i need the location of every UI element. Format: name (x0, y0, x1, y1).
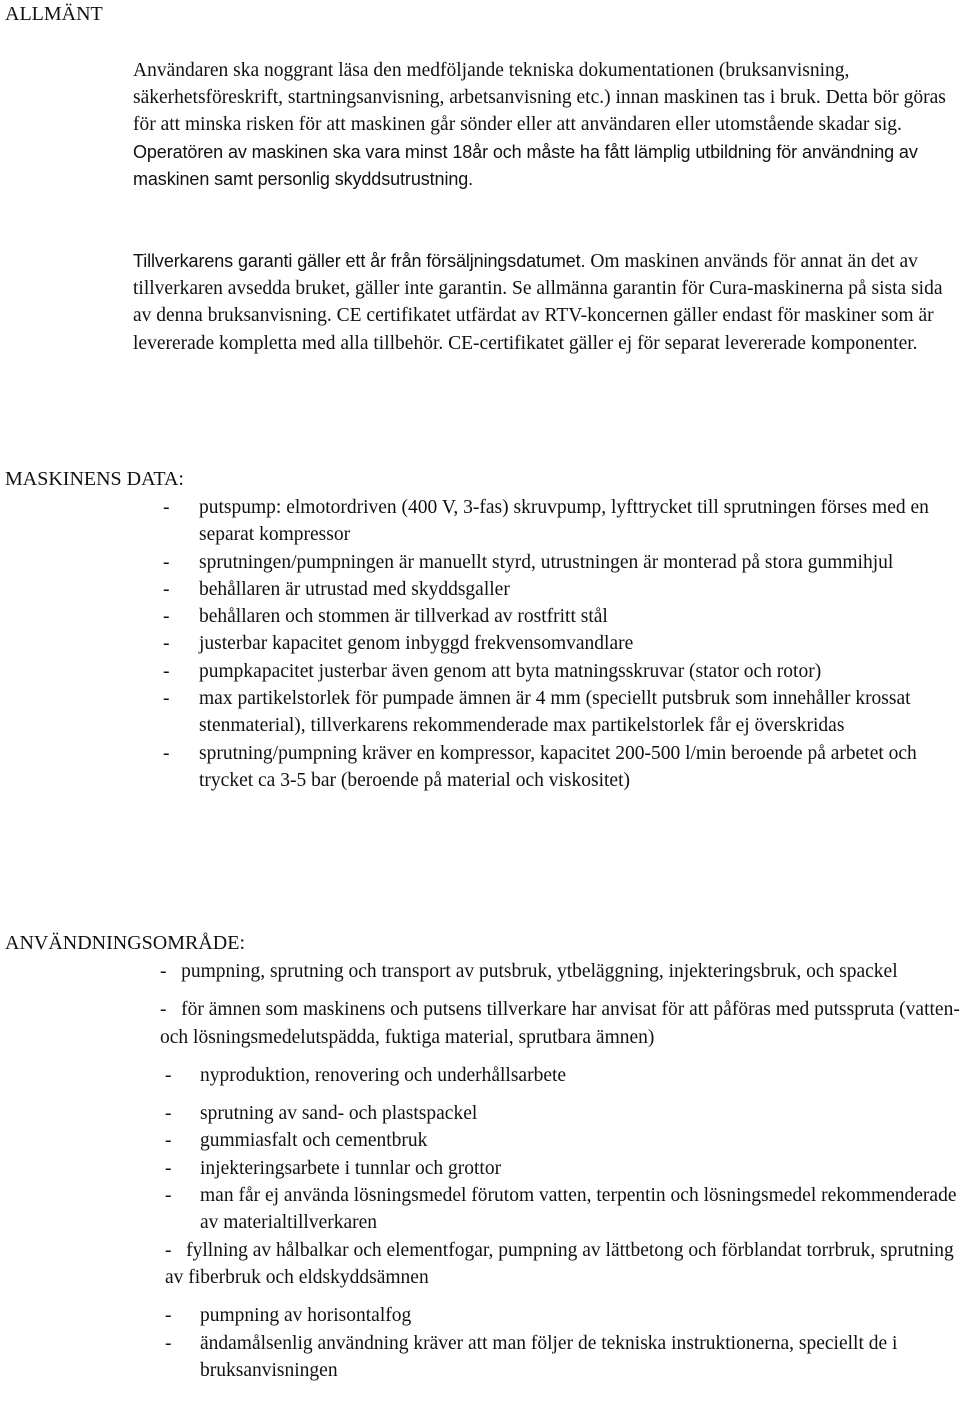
list-item (160, 1100, 960, 1127)
operator-requirements-text: Operatören av maskinen ska vara minst 18år och måste ha fått lämplig utbildning för användning av maskinen samt personlig skyddsutrustning. (133, 141, 918, 189)
list-item-text: pumpning, sprutning och transport av putsbruk, ytbeläggning, injekteringsbruk, och spackel (181, 961, 898, 982)
bullet-dash: - (165, 1064, 172, 1086)
list-item-text: putspump: elmotordriven (400 V, 3-fas) skruvpump, lyfttrycket till sprutningen förses med en separat kompressor (199, 497, 929, 546)
ce-certificate-text: CE certifikatet utfärdat av RTV-koncernen gäller endast för maskiner som är levererade kompletta med alla tillbehör. CE-certifikatet gäller ej för separat levererade komponenter. (133, 305, 934, 354)
list-item (160, 996, 960, 1051)
bullet-dash: - (165, 1130, 172, 1152)
list-item (163, 549, 958, 576)
list-item (163, 576, 958, 603)
bullet-dash: - (165, 1103, 172, 1125)
list-item-text: behållaren är utrustad med skyddsgaller (199, 578, 510, 600)
list-item (163, 658, 958, 685)
list-item-text: nyproduktion, renovering och underhållsarbete (200, 1064, 567, 1086)
list-item-text: behållaren och stommen är tillverkad av rostfritt stål (199, 606, 608, 628)
warranty-conditions-text: Om maskinen används för annat än det av tillverkaren avsedda bruket, gäller inte garantin. Se allmänna garantin för Cura-maskinerna på sista sida av denna bruksanvisning. (133, 251, 943, 327)
list-item (160, 1330, 960, 1385)
list-item-text: max partikelstorlek för pumpade ämnen är 4 mm (speciellt putsbruk som innehåller krossat stenmaterial), tillverkarens rekommenderade max partikelstorlek får ej överskridas (199, 688, 911, 737)
bullet-dash: - (163, 660, 170, 682)
bullet-dash: - (165, 1305, 172, 1327)
list-item (163, 494, 958, 549)
list-item-text: sprutning/pumpning kräver en kompressor, kapacitet 200-500 l/min beroende på arbetet och trycket ca 3-5 bar (beroende på material och viskositet) (199, 742, 917, 791)
list-item (160, 1127, 960, 1154)
paragraph-general-info (133, 57, 958, 193)
bullet-dash: - (163, 742, 170, 764)
list-item (163, 740, 958, 795)
bullet-dash: - (163, 551, 170, 573)
bullet-dash: - (163, 578, 170, 600)
heading-allmant: ALLMÄNT (5, 3, 103, 25)
machine-data-list (163, 494, 958, 794)
list-item (163, 603, 958, 630)
list-item (163, 630, 958, 657)
bullet-dash: - (160, 961, 167, 982)
bullet-dash: - (165, 1239, 172, 1261)
warranty-period-text: Tillverkarens garanti gäller ett år från försäljningsdatumet. (133, 251, 586, 271)
list-item-text: pumpkapacitet justerbar även genom att byta matningsskruvar (stator och rotor) (199, 660, 822, 682)
heading-maskinens-data: MASKINENS DATA: (5, 468, 184, 490)
bullet-dash: - (165, 1185, 172, 1207)
general-info-text: Användaren ska noggrant läsa den medföljande tekniska dokumentationen (bruksanvisning, säkerhetsföreskrift, startningsanvisning, arbetsanvisning etc.) innan maskinen tas i bruk. Detta bör göras för att minska risken för att maskinen går sönder eller att användaren eller utomstående skadar sig. (133, 60, 946, 136)
list-item-text: sprutningen/pumpningen är manuellt styrd, utrustningen är monterad på stora gummihjul (199, 551, 894, 573)
list-item (160, 1237, 960, 1292)
paragraph-warranty (133, 248, 958, 357)
list-item-text: injekteringsarbete i tunnlar och grottor (200, 1157, 502, 1179)
list-item-text: justerbar kapacitet genom inbyggd frekvensomvandlare (199, 633, 634, 655)
list-item (160, 958, 960, 985)
list-item-text: ändamålsenlig användning kräver att man följer de tekniska instruktionerna, speciellt de i bruksanvisningen (200, 1332, 898, 1381)
list-item (160, 1182, 960, 1237)
usage-area-list (160, 958, 960, 1384)
list-item-text: gummiasfalt och cementbruk (200, 1130, 428, 1152)
list-item-text: pumpning av horisontalfog (200, 1305, 412, 1327)
list-item-text: fyllning av hålbalkar och elementfogar, pumpning av lättbetong och förblandat torrbruk, sprutning av fiberbruk och eldskyddsämnen (165, 1239, 954, 1288)
list-item (163, 685, 958, 740)
bullet-dash: - (163, 688, 170, 710)
list-item (160, 1062, 960, 1089)
bullet-dash: - (163, 497, 170, 518)
bullet-dash: - (165, 1157, 172, 1179)
bullet-dash: - (163, 606, 170, 628)
list-item-text: man får ej använda lösningsmedel förutom vatten, terpentin och lösningsmedel rekommenderade av materialtillverkaren (200, 1185, 957, 1234)
list-item-text: för ämnen som maskinens och putsens tillverkare har anvisat för att påföras med putsspruta (vatten- och lösningsmedelutspädda, fuktiga material, sprutbara ämnen) (160, 999, 960, 1048)
list-item (160, 1302, 960, 1329)
list-item (160, 1155, 960, 1182)
bullet-dash: - (160, 999, 167, 1021)
heading-anvandningsomrade: ANVÄNDNINGSOMRÅDE: (5, 932, 245, 954)
bullet-dash: - (165, 1332, 172, 1354)
list-item-text: sprutning av sand- och plastspackel (200, 1103, 478, 1125)
bullet-dash: - (163, 633, 170, 655)
